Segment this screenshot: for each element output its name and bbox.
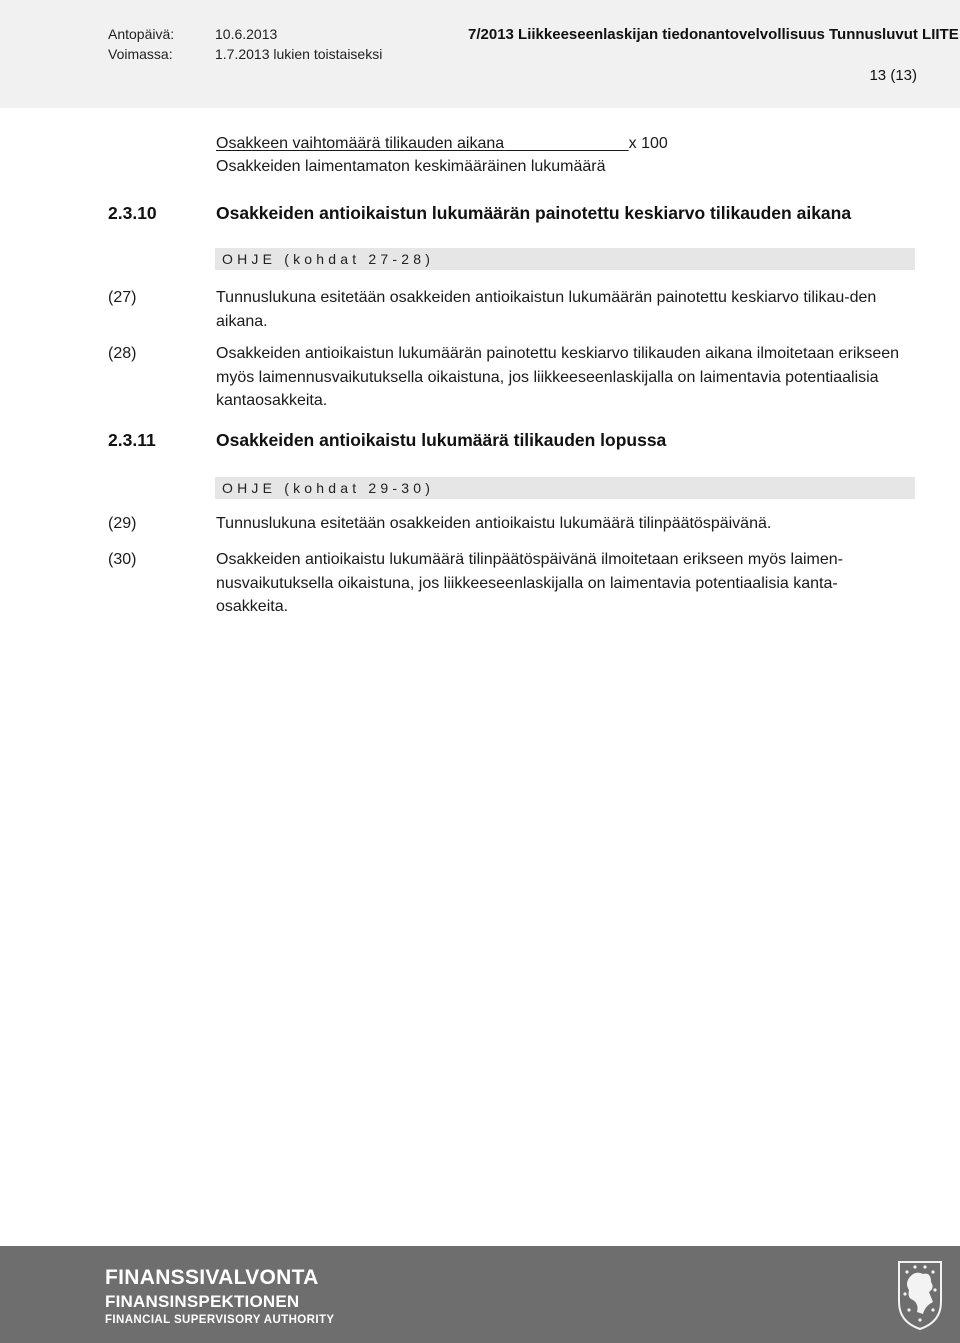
footer-bar — [0, 1246, 960, 1343]
paragraph-number: (30) — [108, 551, 137, 568]
section-number: 2.3.11 — [108, 430, 156, 450]
footer-org-name-en: FINANCIAL SUPERVISORY AUTHORITY — [105, 1314, 335, 1326]
paragraph-number: (29) — [108, 515, 137, 532]
section-title: Osakkeiden antioikaistu lukumäärä tilikauden lopussa — [216, 430, 667, 450]
paragraph-number: (27) — [108, 289, 137, 306]
paragraph — [108, 548, 898, 619]
paragraph-text: Osakkeiden antioikaistu lukumäärä tilinpäätöspäivänä ilmoitetaan erikseen myös laimen-nusvaikutuksella oikaistuna, jos liikkeeseenlaskijalla on laimentavia potentiaalisia kanta-osakkeita. — [216, 551, 843, 615]
section-heading — [108, 203, 851, 224]
formula-numerator-line — [216, 135, 668, 153]
page-number: 13 (13) — [869, 67, 917, 84]
issue-date-label: Antopäivä: — [108, 26, 175, 42]
section-number: 2.3.10 — [108, 203, 157, 223]
footer-org-name-fi: FINANSSIVALVONTA — [105, 1266, 319, 1289]
paragraph-text: Tunnuslukuna esitetään osakkeiden antioikaistu lukumäärä tilinpäätöspäivänä. — [216, 515, 772, 532]
formula-denominator: Osakkeiden laimentamaton keskimääräinen lukumäärä — [216, 158, 606, 175]
paragraph — [108, 512, 898, 536]
paragraph — [108, 286, 898, 333]
document-header — [0, 0, 960, 108]
formula-multiplier: x 100 — [628, 135, 668, 152]
section-title: Osakkeiden antioikaistun lukumäärän painotettu keskiarvo tilikauden aikana — [216, 203, 852, 223]
footer-org-name-sv: FINANSINSPEKTIONEN — [105, 1292, 300, 1311]
guidance-box: OHJE (kohdat 27-28) — [215, 248, 915, 270]
validity-label: Voimassa: — [108, 46, 173, 62]
paragraph-number: (28) — [108, 345, 137, 362]
paragraph-text: Osakkeiden antioikaistun lukumäärän painotettu keskiarvo tilikauden aikana ilmoitetaan erikseen myös laimennusvaikutuksella oikaistuna, jos liikkeeseenlaskijalla on laimentavia potentiaalisia kantaosakkeita. — [216, 345, 900, 409]
guidance-box: OHJE (kohdat 29-30) — [215, 477, 915, 499]
finland-lion-emblem-icon — [895, 1258, 945, 1337]
paragraph-text: Tunnuslukuna esitetään osakkeiden antioikaistun lukumäärän painotettu keskiarvo tilikau-den aikana. — [216, 289, 877, 330]
section-heading — [108, 430, 666, 451]
formula-numerator: Osakkeen vaihtomäärä tilikauden aikana — [216, 135, 505, 152]
issue-date-value: 10.6.2013 — [215, 26, 278, 42]
paragraph — [108, 342, 898, 413]
document-title: 7/2013 Liikkeeseenlaskijan tiedonantovelvollisuus Tunnusluvut LIITE — [468, 26, 959, 43]
validity-value: 1.7.2013 lukien toistaiseksi — [215, 46, 383, 62]
